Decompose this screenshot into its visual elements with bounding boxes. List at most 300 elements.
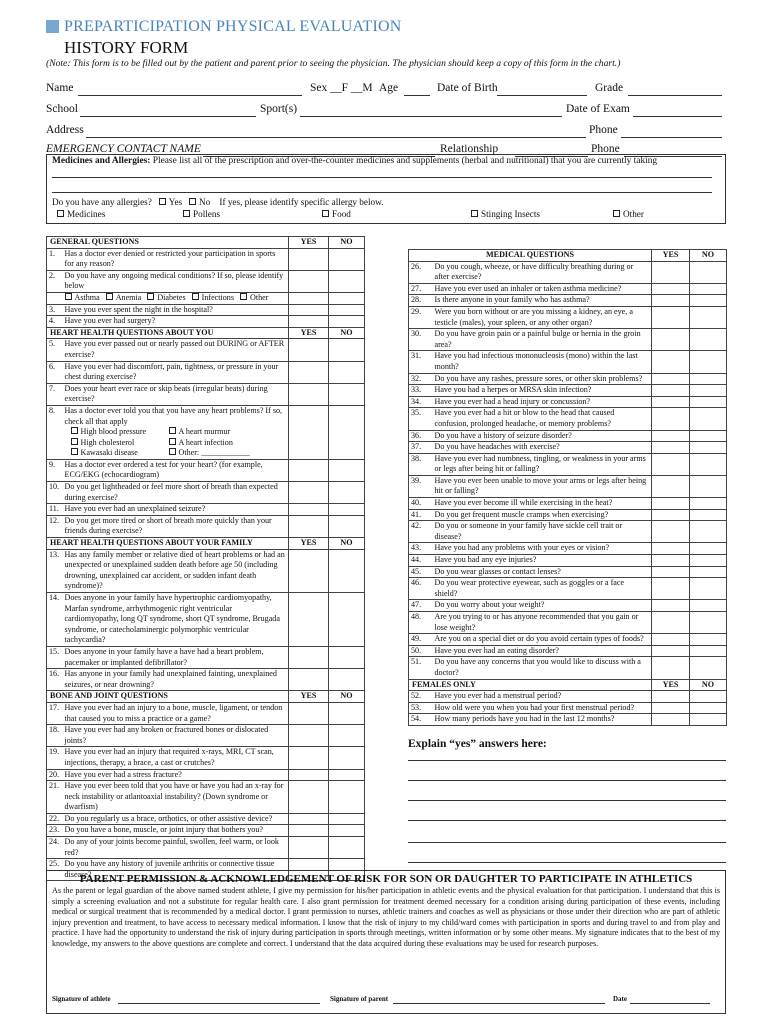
section-title: BONE AND JOINT QUESTIONS — [47, 691, 289, 703]
question-number: 23. — [47, 825, 64, 837]
no-header: NO — [329, 327, 365, 339]
question-row — [47, 248, 365, 270]
question-row — [409, 521, 727, 543]
question-number: 38. — [409, 453, 434, 475]
yes-answer-cell[interactable] — [289, 270, 329, 292]
yes-answer-cell[interactable] — [289, 837, 329, 859]
no-answer-cell[interactable] — [329, 339, 365, 361]
yes-answer-cell[interactable] — [289, 316, 329, 328]
question-text: How old were you when you had your first menstrual period? — [434, 702, 652, 714]
yes-answer-cell[interactable] — [289, 702, 329, 724]
question-text: Have you ever had an injury to a bone, muscle, ligament, or tendon that caused you to miss a practice or a game? — [64, 702, 289, 724]
question-text: Have you ever become ill while exercising in the heat? — [434, 498, 652, 510]
explain-line[interactable] — [408, 760, 726, 761]
question-text: Have you had any problems with your eyes or vision? — [434, 543, 652, 555]
question-row — [47, 383, 365, 405]
question-text: Have you ever been unable to move your arms or legs after being hit or falling? — [434, 475, 652, 497]
question-row — [409, 373, 727, 385]
no-answer-cell[interactable] — [690, 498, 727, 510]
question-text: Do any of your joints become painful, swollen, feel warm, or look red? — [64, 837, 289, 859]
question-number: 30. — [409, 329, 434, 351]
no-answer-cell[interactable] — [329, 292, 365, 304]
no-answer-cell[interactable] — [329, 405, 365, 459]
sports-label: Sport(s) — [260, 103, 298, 115]
yes-answer-cell[interactable] — [289, 459, 329, 481]
question-row — [47, 813, 365, 825]
no-answer-cell[interactable] — [690, 442, 727, 454]
exam-date-field[interactable] — [633, 116, 722, 117]
no-answer-cell[interactable] — [690, 691, 727, 703]
no-answer-cell[interactable] — [329, 646, 365, 668]
question-text: Do you worry about your weight? — [434, 600, 652, 612]
no-answer-cell[interactable] — [690, 475, 727, 497]
yes-answer-cell[interactable] — [289, 646, 329, 668]
no-answer-cell[interactable] — [690, 385, 727, 397]
no-answer-cell[interactable] — [690, 521, 727, 543]
no-answer-cell[interactable] — [329, 825, 365, 837]
yes-answer-cell[interactable] — [652, 555, 690, 567]
question-number: 17. — [47, 702, 64, 724]
question-text: Is there anyone in your family who has asthma? — [434, 295, 652, 307]
question-number: 44. — [409, 555, 434, 567]
question-number: 10. — [47, 482, 64, 504]
no-answer-cell[interactable] — [690, 509, 727, 521]
no-answer-cell[interactable] — [329, 361, 365, 383]
yes-answer-cell[interactable] — [289, 383, 329, 405]
form-subtitle: HISTORY FORM — [64, 38, 189, 57]
yes-answer-cell[interactable] — [652, 498, 690, 510]
question-row — [47, 361, 365, 383]
no-header: NO — [690, 250, 727, 262]
section-header — [47, 327, 365, 339]
section-header — [47, 538, 365, 550]
athlete-signature-field[interactable] — [118, 1003, 320, 1004]
question-text: Has any family member or relative died of heart problems or had an unexpected or unexplained sudden death before age 50 (including drowning, unexplained car accident, or sudden infant death syndrome)? — [64, 549, 289, 592]
no-answer-cell[interactable] — [690, 396, 727, 408]
no-answer-cell[interactable] — [329, 515, 365, 537]
question-row — [409, 329, 727, 351]
question-text: Have you ever been told that you have or have you had an x-ray for neck instability or atlantoaxial instability? (Down syndrome or dwarfism) — [64, 781, 289, 814]
phone-field[interactable] — [621, 137, 722, 138]
no-answer-cell[interactable] — [329, 383, 365, 405]
question-row — [47, 459, 365, 481]
yes-answer-cell[interactable] — [289, 361, 329, 383]
question-number: 51. — [409, 657, 434, 679]
explain-line[interactable] — [408, 862, 726, 863]
allergy-insects[interactable]: Stinging Insects — [471, 209, 540, 219]
yes-answer-cell[interactable] — [289, 769, 329, 781]
yes-answer-cell[interactable] — [652, 645, 690, 657]
yes-answer-cell[interactable] — [289, 482, 329, 504]
question-text: Have you had a herpes or MRSA skin infection? — [434, 385, 652, 397]
question-number: 50. — [409, 645, 434, 657]
allergy-medicines[interactable]: Medicines — [57, 209, 105, 219]
yes-answer-cell[interactable] — [652, 283, 690, 295]
question-number: 54. — [409, 714, 434, 726]
phone-label: Phone — [589, 124, 618, 136]
condition-option[interactable]: Diabetes — [147, 293, 185, 302]
yes-answer-cell[interactable] — [652, 329, 690, 351]
question-number: 8. — [47, 405, 64, 459]
heart-problem-option[interactable]: Other: ____________ — [169, 448, 279, 459]
question-number: 32. — [409, 373, 434, 385]
section-header — [409, 679, 727, 691]
condition-option[interactable]: Infections — [192, 293, 234, 302]
name-field[interactable] — [78, 95, 302, 96]
question-row — [47, 482, 365, 504]
yes-answer-cell[interactable] — [652, 612, 690, 634]
question-row — [409, 453, 727, 475]
question-number: 25. — [47, 859, 64, 881]
yes-answer-cell[interactable] — [289, 813, 329, 825]
no-answer-cell[interactable] — [329, 837, 365, 859]
question-text: Have you ever had a menstrual period? — [434, 691, 652, 703]
question-number: 47. — [409, 600, 434, 612]
question-text: Have you ever spent the night in the hospital? — [64, 304, 289, 316]
question-text: Have you ever used an inhaler or taken asthma medicine? — [434, 283, 652, 295]
allergy-yes-checkbox[interactable] — [159, 198, 166, 205]
yes-answer-cell[interactable] — [289, 504, 329, 516]
explain-line[interactable] — [408, 780, 726, 781]
question-text: Have you had any eye injuries? — [434, 555, 652, 567]
heart-problem-options — [65, 448, 286, 459]
yes-answer-cell[interactable] — [652, 351, 690, 373]
grade-field[interactable] — [628, 95, 722, 96]
question-text: Does anyone in your family have a have had a heart problem, pacemaker or implanted defibrillator? — [64, 646, 289, 668]
no-answer-cell[interactable] — [329, 270, 365, 292]
question-row — [409, 691, 727, 703]
section-title: MEDICAL QUESTIONS — [409, 250, 652, 262]
section-title: HEART HEALTH QUESTIONS ABOUT YOU — [47, 327, 289, 339]
question-row — [409, 645, 727, 657]
question-row — [409, 295, 727, 307]
heart-problem-option[interactable]: A heart infection — [169, 438, 279, 449]
parent-signature-field[interactable] — [393, 1003, 605, 1004]
no-answer-cell[interactable] — [690, 283, 727, 295]
question-row — [409, 261, 727, 283]
yes-answer-cell[interactable] — [652, 566, 690, 578]
condition-option[interactable]: Asthma — [65, 293, 100, 302]
yes-answer-cell[interactable] — [289, 339, 329, 361]
no-answer-cell[interactable] — [329, 725, 365, 747]
heart-problem-options — [65, 438, 286, 449]
question-row — [47, 646, 365, 668]
yes-answer-cell[interactable] — [652, 691, 690, 703]
yes-answer-cell[interactable] — [289, 304, 329, 316]
question-number: 26. — [409, 261, 434, 283]
yes-answer-cell[interactable] — [652, 373, 690, 385]
sports-field[interactable] — [300, 116, 562, 117]
question-text: Have you ever had an eating disorder? — [434, 645, 652, 657]
question-number: 33. — [409, 385, 434, 397]
age-label: Age — [379, 82, 399, 94]
question-row — [47, 405, 365, 459]
yes-answer-cell[interactable] — [652, 634, 690, 646]
question-number: 27. — [409, 283, 434, 295]
question-text: Do you regularly us a brace, orthotics, or other assistive device? — [64, 813, 289, 825]
no-answer-cell[interactable] — [690, 295, 727, 307]
question-row — [47, 702, 365, 724]
question-number: 41. — [409, 509, 434, 521]
section-title: FEMALES ONLY — [409, 679, 652, 691]
no-answer-cell[interactable] — [690, 373, 727, 385]
question-row — [409, 714, 727, 726]
question-number: 5. — [47, 339, 64, 361]
question-number: 42. — [409, 521, 434, 543]
question-text: Do you have a bone, muscle, or joint injury that bothers you? — [64, 825, 289, 837]
question-row — [409, 430, 727, 442]
question-number: 2. — [47, 270, 64, 292]
question-text: Do you have a history of seizure disorder? — [434, 430, 652, 442]
question-text: Have you ever had an injury that required x-rays, MRI, CT scan, injections, therapy, a brace, a cast or crutches? — [64, 747, 289, 769]
no-answer-cell[interactable] — [329, 813, 365, 825]
question-row — [409, 385, 727, 397]
section-title: HEART HEALTH QUESTIONS ABOUT YOUR FAMILY — [47, 538, 289, 550]
question-number: 19. — [47, 747, 64, 769]
yes-answer-cell[interactable] — [652, 442, 690, 454]
question-text: Are you trying to or has anyone recommended that you gain or lose weight? — [434, 612, 652, 634]
question-row — [47, 769, 365, 781]
question-number: 16. — [47, 669, 64, 691]
yes-answer-cell[interactable] — [289, 515, 329, 537]
no-answer-cell[interactable] — [690, 408, 727, 430]
question-number: 15. — [47, 646, 64, 668]
question-number: 22. — [47, 813, 64, 825]
question-text: Do you wear protective eyewear, such as goggles or a face shield? — [434, 578, 652, 600]
question-number: 53. — [409, 702, 434, 714]
no-answer-cell[interactable] — [690, 612, 727, 634]
question-text: Do you or someone in your family have sickle cell trait or disease? — [434, 521, 652, 543]
medicines-line-2[interactable] — [52, 192, 712, 193]
heart-problem-option[interactable]: High cholesterol — [71, 438, 169, 449]
allergy-no-checkbox[interactable] — [189, 198, 196, 205]
heart-problem-options — [65, 427, 286, 438]
question-text: Has a doctor ever denied or restricted your participation in sports for any reason? — [64, 248, 289, 270]
heart-problem-option[interactable]: Kawasaki disease — [71, 448, 169, 459]
yes-answer-cell[interactable] — [652, 521, 690, 543]
no-answer-cell[interactable] — [690, 543, 727, 555]
question-text: Does your heart ever race or skip beats (irregular beats) during exercise? — [64, 383, 289, 405]
explain-line[interactable] — [408, 842, 726, 843]
question-text: Do you have any concerns that you would like to discuss with a doctor? — [434, 657, 652, 679]
question-text — [64, 292, 289, 304]
question-number: 37. — [409, 442, 434, 454]
yes-answer-cell[interactable] — [652, 261, 690, 283]
no-answer-cell[interactable] — [329, 781, 365, 814]
allergy-food[interactable]: Food — [322, 209, 351, 219]
question-row — [409, 543, 727, 555]
no-answer-cell[interactable] — [329, 504, 365, 516]
allergy-question: Do you have any allergies? Yes No If yes, please identify specific allergy below. — [52, 197, 384, 207]
question-number: 20. — [47, 769, 64, 781]
no-answer-cell[interactable] — [329, 459, 365, 481]
no-answer-cell[interactable] — [690, 430, 727, 442]
question-number: 12. — [47, 515, 64, 537]
date-field[interactable] — [630, 1003, 710, 1004]
allergy-pollens[interactable]: Pollens — [183, 209, 220, 219]
medicines-line-1[interactable] — [52, 177, 712, 178]
question-number: 35. — [409, 408, 434, 430]
yes-answer-cell[interactable] — [289, 825, 329, 837]
no-answer-cell[interactable] — [329, 482, 365, 504]
yes-answer-cell[interactable] — [652, 475, 690, 497]
question-row — [409, 396, 727, 408]
no-answer-cell[interactable] — [690, 600, 727, 612]
question-number: 34. — [409, 396, 434, 408]
question-text: Do you have any ongoing medical conditions? If so, please identify below — [64, 270, 289, 292]
yes-answer-cell[interactable] — [289, 593, 329, 647]
parent-signature-label: Signature of parent — [330, 995, 389, 1003]
no-answer-cell[interactable] — [690, 634, 727, 646]
question-text: Are you on a special diet or do you avoid certain types of foods? — [434, 634, 652, 646]
no-answer-cell[interactable] — [690, 555, 727, 567]
no-answer-cell[interactable] — [690, 645, 727, 657]
no-answer-cell[interactable] — [690, 657, 727, 679]
yes-header: YES — [652, 679, 690, 691]
question-text: Do you have any history of juvenile arthritis or connective tissue disease? — [64, 859, 289, 881]
no-answer-cell[interactable] — [329, 549, 365, 592]
yes-header: YES — [289, 327, 329, 339]
yes-answer-cell[interactable] — [652, 714, 690, 726]
question-number: 7. — [47, 383, 64, 405]
yes-answer-cell[interactable] — [652, 295, 690, 307]
yes-answer-cell[interactable] — [652, 430, 690, 442]
yes-answer-cell[interactable] — [652, 385, 690, 397]
yes-answer-cell[interactable] — [652, 702, 690, 714]
question-text: Have you ever passed out or nearly passed out DURING or AFTER exercise? — [64, 339, 289, 361]
question-row — [47, 549, 365, 592]
question-text: Do you wear glasses or contact lenses? — [434, 566, 652, 578]
no-answer-cell[interactable] — [690, 566, 727, 578]
question-row — [409, 634, 727, 646]
question-row — [409, 306, 727, 328]
yes-answer-cell[interactable] — [289, 725, 329, 747]
question-number: 46. — [409, 578, 434, 600]
address-field[interactable] — [86, 137, 586, 138]
sex-label[interactable]: Sex __F __M — [310, 82, 373, 94]
explain-line[interactable] — [408, 820, 726, 821]
question-row — [47, 504, 365, 516]
question-text: Has a doctor ever told you that you have any heart problems? If so, check all that apply High blood pressure A heart murmur High cholesterol A heart infection Kawasaki disease Other: ____________ — [64, 405, 289, 459]
question-text: Has a doctor ever ordered a test for your heart? (for example, ECG/EKG (echocardiogram) — [64, 459, 289, 481]
yes-answer-cell[interactable] — [652, 600, 690, 612]
no-answer-cell[interactable] — [329, 593, 365, 647]
question-text: Do you have headaches with exercise? — [434, 442, 652, 454]
yes-answer-cell[interactable] — [652, 306, 690, 328]
school-field[interactable] — [80, 116, 256, 117]
question-number: 28. — [409, 295, 434, 307]
no-answer-cell[interactable] — [329, 747, 365, 769]
question-text: Do you have any rashes, pressure sores, or other skin problems? — [434, 373, 652, 385]
no-answer-cell[interactable] — [329, 769, 365, 781]
yes-answer-cell[interactable] — [289, 747, 329, 769]
yes-answer-cell[interactable] — [289, 781, 329, 814]
question-row — [409, 283, 727, 295]
heart-problem-option[interactable]: High blood pressure — [71, 427, 169, 438]
question-text: Does anyone in your family have hypertrophic cardiomyopathy, Marfan syndrome, arrhythmogenic right ventricular cardiomyopathy, long QT syndrome, short QT syndrome, Brugada syndrome, or catecholaminergic polymorphic ventricular tachycardia? — [64, 593, 289, 647]
question-row — [47, 837, 365, 859]
question-number: 14. — [47, 593, 64, 647]
name-label: Name — [46, 82, 74, 94]
question-text: Have you ever had discomfort, pain, tightness, or pressure in your chest during exercise? — [64, 361, 289, 383]
question-number: 24. — [47, 837, 64, 859]
title-square-icon — [46, 20, 59, 33]
yes-answer-cell[interactable] — [289, 292, 329, 304]
yes-header: YES — [289, 691, 329, 703]
phone2-label: Phone — [591, 143, 620, 155]
yes-answer-cell[interactable] — [289, 248, 329, 270]
yes-answer-cell[interactable] — [652, 453, 690, 475]
yes-answer-cell[interactable] — [652, 396, 690, 408]
no-answer-cell[interactable] — [329, 304, 365, 316]
question-number: 18. — [47, 725, 64, 747]
yes-answer-cell[interactable] — [289, 549, 329, 592]
exam-date-label: Date of Exam — [566, 103, 630, 115]
yes-answer-cell[interactable] — [652, 543, 690, 555]
no-answer-cell[interactable] — [690, 702, 727, 714]
dob-field[interactable] — [497, 95, 587, 96]
address-label: Address — [46, 124, 84, 136]
allergy-other[interactable]: Other — [613, 209, 644, 219]
question-number: 13. — [47, 549, 64, 592]
yes-answer-cell[interactable] — [289, 669, 329, 691]
question-row — [47, 304, 365, 316]
no-answer-cell[interactable] — [329, 702, 365, 724]
question-text: Have you ever had surgery? — [64, 316, 289, 328]
condition-option[interactable]: Other — [240, 293, 268, 302]
no-answer-cell[interactable] — [690, 261, 727, 283]
question-row — [409, 600, 727, 612]
explain-line[interactable] — [408, 800, 726, 801]
no-answer-cell[interactable] — [329, 248, 365, 270]
permission-title: PARENT PERMISSION & ACKNOWLEDGEMENT OF RISK FOR SON OR DAUGHTER TO PARTICIPATE IN ATHLETICS — [79, 873, 693, 885]
no-answer-cell[interactable] — [690, 714, 727, 726]
no-answer-cell[interactable] — [690, 351, 727, 373]
yes-answer-cell[interactable] — [289, 405, 329, 459]
no-answer-cell[interactable] — [690, 453, 727, 475]
section-header — [47, 691, 365, 703]
no-answer-cell[interactable] — [690, 329, 727, 351]
question-number: 52. — [409, 691, 434, 703]
no-answer-cell[interactable] — [329, 316, 365, 328]
question-text: Have you ever had a hit or blow to the head that caused confusion, prolonged headache, or memory problems? — [434, 408, 652, 430]
yes-answer-cell[interactable] — [652, 578, 690, 600]
question-number: 48. — [409, 612, 434, 634]
question-text: Do you get frequent muscle cramps when exercising? — [434, 509, 652, 521]
section-header — [409, 250, 727, 262]
question-row — [409, 702, 727, 714]
question-text: Has anyone in your family had unexplained fainting, unexplained seizures, or near drowning? — [64, 669, 289, 691]
no-answer-cell[interactable] — [690, 306, 727, 328]
question-number: 1. — [47, 248, 64, 270]
no-answer-cell[interactable] — [690, 578, 727, 600]
question-row — [47, 593, 365, 647]
condition-option[interactable]: Anemia — [106, 293, 142, 302]
no-answer-cell[interactable] — [329, 669, 365, 691]
yes-answer-cell[interactable] — [652, 657, 690, 679]
athlete-signature-label: Signature of athlete — [52, 995, 111, 1003]
no-header: NO — [329, 691, 365, 703]
yes-answer-cell[interactable] — [652, 509, 690, 521]
question-row — [47, 669, 365, 691]
yes-header: YES — [289, 538, 329, 550]
yes-answer-cell[interactable] — [652, 408, 690, 430]
question-row — [47, 781, 365, 814]
question-row — [409, 442, 727, 454]
heart-problem-option[interactable]: A heart murmur — [169, 427, 279, 438]
grade-label: Grade — [595, 82, 624, 94]
age-field[interactable] — [404, 95, 430, 96]
